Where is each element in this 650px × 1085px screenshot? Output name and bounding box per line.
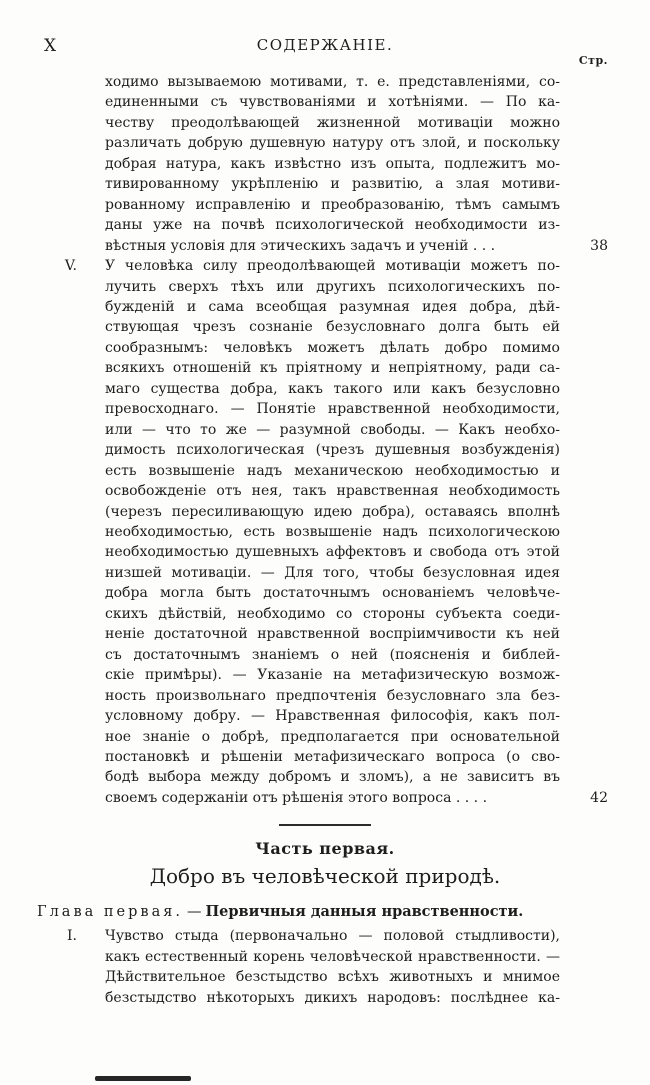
toc-line: Дѣйствительное безстыдство всѣхъ животныхъ и мнимое [105,969,560,986]
entry-body [105,926,608,1008]
page-ref: 42 [590,789,608,806]
toc-line: необходимостью, есть возвышеніе надъ психологическою [105,523,560,540]
entry-body [105,72,608,256]
toc-line: освобожденіе отъ нея, такъ нравственная необходимость [105,483,560,500]
toc-line: У человѣка силу преодолѣвающей мотиваціи можетъ по- [105,258,560,275]
toc-line: необходимостью душевныхъ аффектовъ и свобода отъ этой [105,544,560,561]
toc-line: даны уже на почвѣ психологической необходимости из- [105,217,560,234]
toc-line: ствующая чрезъ сознаніе безусловнаго долга быть ей [105,319,560,336]
toc-line: скіе примѣры). — Указаніе на метафизическую возмож- [105,667,560,684]
folio-number: X [44,36,58,56]
toc-entry [37,72,608,256]
toc-line: или — что то же — разумной свободы. — Какъ необхо- [105,421,560,438]
toc-line: лучить сверхъ тѣхъ или другихъ психологическихъ по- [105,278,560,295]
toc-line: ное знаніе о добрѣ, предполагается при основательной [105,728,560,745]
toc-line: маго существа добра, какъ такого или какъ безусловно [105,380,560,397]
chapter-toc [37,926,608,1008]
toc-line: вѣстныя условія для этическихъ задачъ и ученій . . . [105,237,496,254]
chapter-label: Глава первая. [37,904,183,921]
toc-line: единенными съ чувствованіями и хотѣніями. — По ка- [105,94,560,111]
toc-line: своемъ содержаніи отъ рѣшенія этого вопроса . . . . [105,789,488,806]
toc-line: всякихъ отношеній къ пріятному и непріятному, ради са- [105,360,560,377]
toc-line: рованному исправленію и преобразованію, тѣмъ самымъ [105,196,560,213]
toc-line: постановкѣ и рѣшеніи метафизическаго вопроса (о сво- [105,748,560,765]
entry-numeral: I. [67,928,77,945]
toc-line: низшей мотиваціи. — Для того, чтобы безусловная идея [105,564,560,581]
part-subtitle: Добро въ человѣческой природѣ. [149,864,501,889]
toc-line: условному добру. — Нравственная философія, какъ пол- [105,708,560,725]
toc-line: честву преодолѣвающей жизненной мотиваціи можно [105,114,560,131]
running-title: СОДЕРЖАНІЕ. [256,36,394,54]
toc-line: какъ естественный корень человѣческой нравственности. — [105,948,560,965]
toc-line: ходимо вызываемою мотивами, т. е. представленіями, со- [105,74,560,90]
toc-line: есть возвышеніе надъ механическою необходимостью и [105,462,560,479]
toc-line: безстыдство нѣкоторыхъ дикихъ народовъ: послѣднее ка- [105,989,560,1006]
toc-entry [37,256,608,808]
chapter-title: Первичныя данныя нравственности. [205,903,524,921]
chapter-separator: — [186,904,202,921]
toc-line: добрая натура, какъ извѣстно изъ опыта, подлежитъ мо- [105,155,560,172]
toc-line: съ достаточнымъ знаніемъ о ней (поясненія и библей- [105,646,560,663]
part-title: Часть первая. [255,839,395,859]
scan-artifact-mark [95,1076,191,1081]
toc-entry [37,926,608,1008]
toc-line: добра могла быть достаточнымъ основаніемъ человѣче- [105,585,560,602]
page-column-label: Стр. [578,54,608,67]
toc-line: сообразнымъ: человѣкъ можетъ дѣлать добро помимо [105,339,560,356]
toc-line: тивированному укрѣпленію и развитію, а злая мотиви- [105,176,560,193]
toc-line: (черезъ пересиливающую идею добра), оставаясь вполнѣ [105,503,560,520]
toc-line: бодѣ выбора между добромъ и зломъ), а не зависитъ въ [105,769,560,786]
entry-body [105,256,608,808]
entry-numeral [37,72,105,256]
toc-line: бужденій и сама всеобщая разумная идея добра, дѣй- [105,298,560,315]
chapter-heading [37,902,608,922]
toc-line: димость психологическая (чрезъ душевныя возбужденія) [105,442,560,459]
section-divider [279,824,371,826]
toc-line: неніе достаточной нравственной воспріимчивости къ ней [105,626,560,643]
toc-line: ность произвольнаго предпочтенія безусловнаго зла без- [105,687,560,704]
toc-line: скихъ дѣйствій, необходимо со стороны субъекта соеди- [105,605,560,622]
toc-content [37,72,608,808]
page-ref: 38 [590,237,608,254]
toc-line: превосходнаго. — Понятіе нравственной необходимости, [105,401,560,418]
running-header [0,0,650,67]
toc-line: Чувство стыда (первоначально — половой стыдливости), [105,928,560,945]
entry-numeral: V. [64,258,77,275]
toc-line: различать добрую душевную натуру отъ злой, и поскольку [105,135,560,152]
